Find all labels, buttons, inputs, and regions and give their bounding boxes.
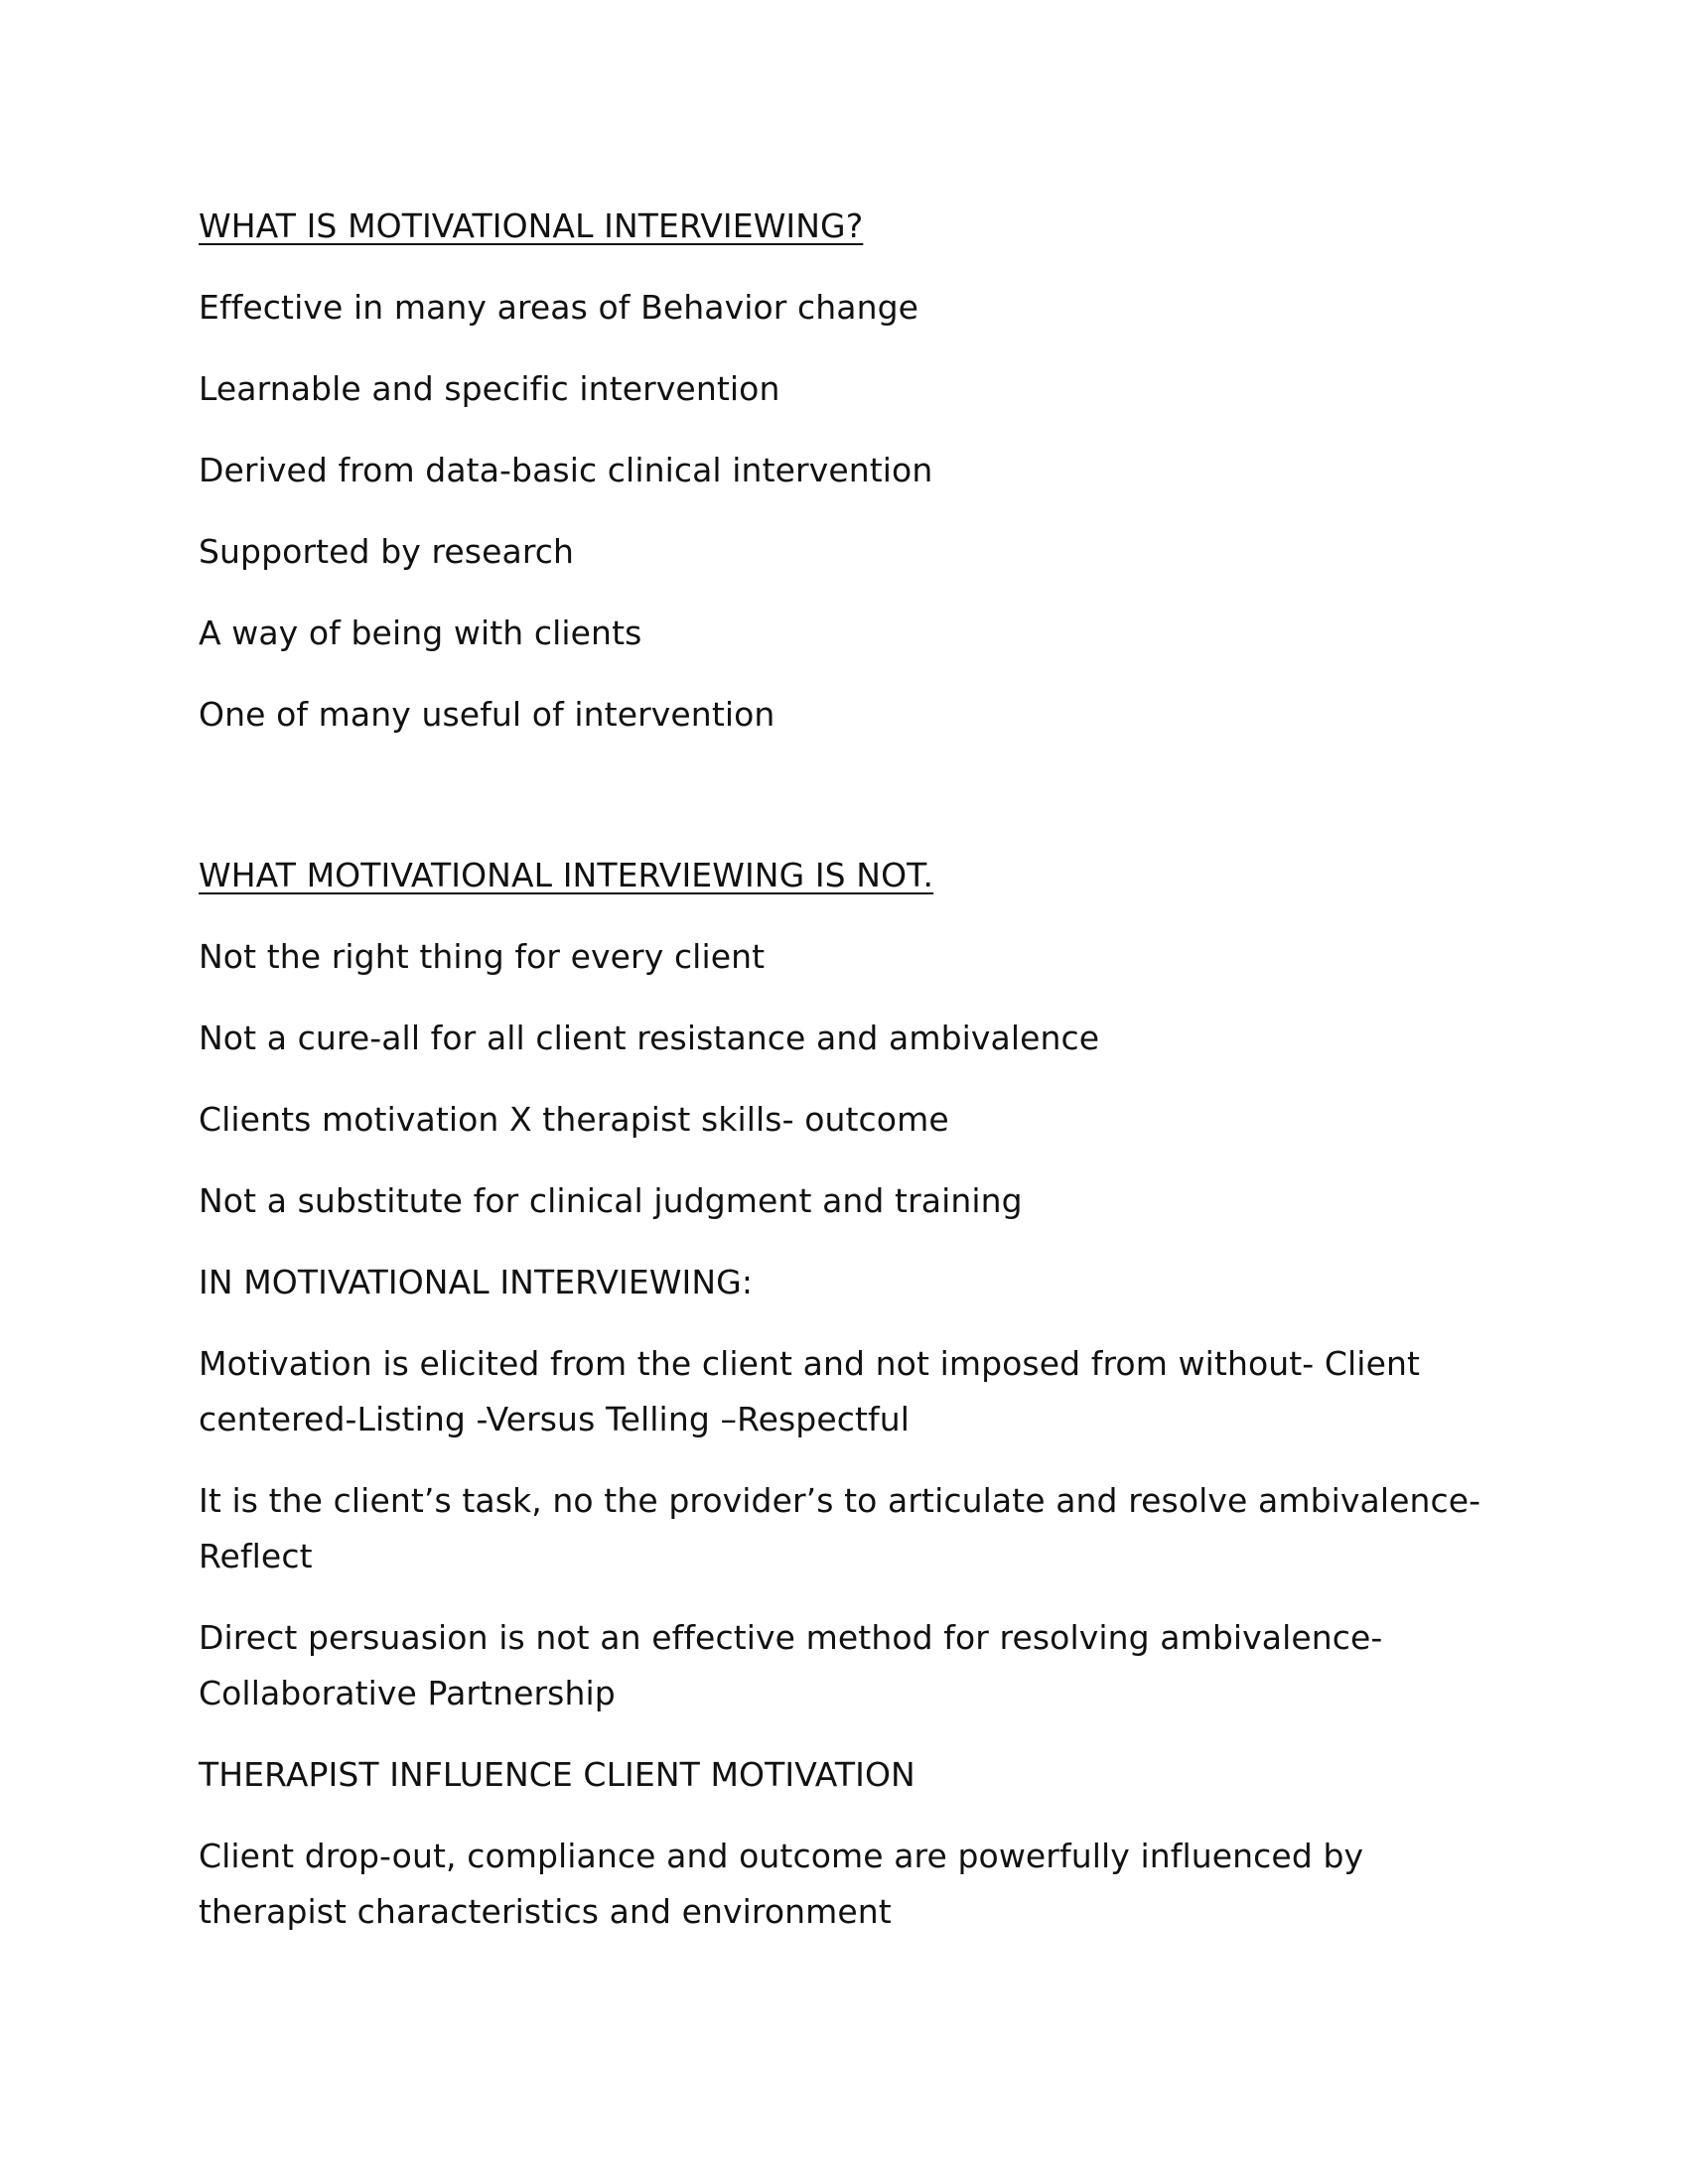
- list-item: Effective in many areas of Behavior change: [199, 288, 919, 327]
- list-item: Derived from data-basic clinical intervention: [199, 451, 933, 489]
- list-item: Supported by research: [199, 532, 575, 571]
- section-heading-what-mi-is-not: WHAT MOTIVATIONAL INTERVIEWING IS NOT.: [199, 856, 934, 894]
- section-heading-what-is-mi: WHAT IS MOTIVATIONAL INTERVIEWING?: [199, 206, 864, 245]
- list-item: Client drop-out, compliance and outcome are powerfully influenced by therapist characteristics and environment: [199, 1837, 1364, 1931]
- list-item: Clients motivation X therapist skills- outcome: [199, 1100, 949, 1139]
- list-item: Not the right thing for every client: [199, 937, 766, 976]
- section-heading-in-mi: IN MOTIVATIONAL INTERVIEWING:: [199, 1263, 754, 1301]
- list-item: One of many useful of intervention: [199, 695, 775, 734]
- list-item: Not a cure-all for all client resistance and ambivalence: [199, 1019, 1100, 1057]
- list-item: It is the client’s task, no the provider’s to articulate and resolve ambivalence-Reflect: [199, 1481, 1481, 1575]
- list-item: Not a substitute for clinical judgment and training: [199, 1181, 1023, 1220]
- document-body: [199, 199, 1489, 1966]
- list-item: Motivation is elicited from the client and not imposed from without- Client centered-Listing -Versus Telling –Respectful: [199, 1344, 1421, 1438]
- list-item: Learnable and specific intervention: [199, 369, 780, 408]
- section-spacer: [199, 768, 1489, 848]
- list-item: A way of being with clients: [199, 614, 642, 652]
- list-item: Direct persuasion is not an effective method for resolving ambivalence-Collaborative Partnership: [199, 1618, 1383, 1712]
- section-heading-therapist-influence: THERAPIST INFLUENCE CLIENT MOTIVATION: [199, 1755, 915, 1794]
